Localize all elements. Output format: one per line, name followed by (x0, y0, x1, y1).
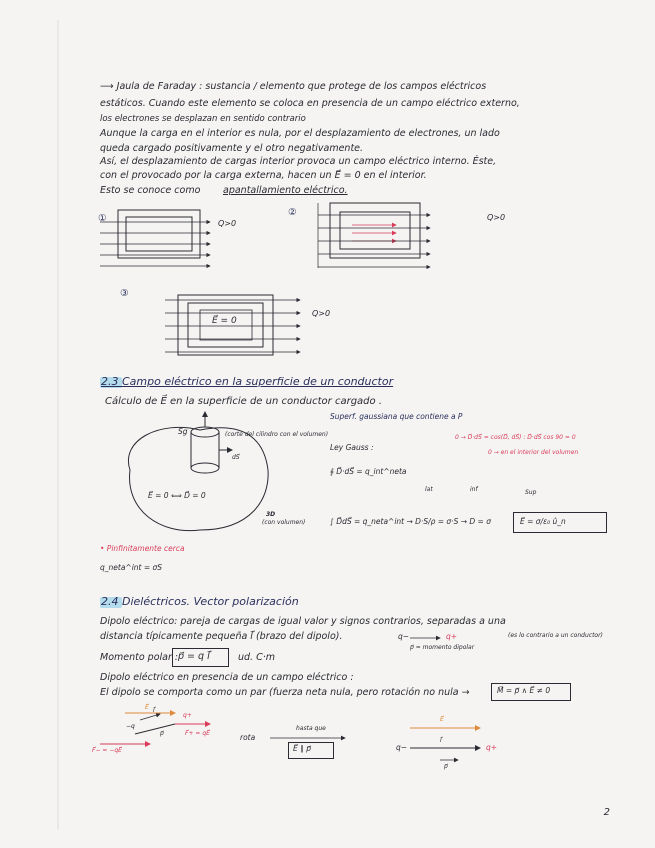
dipole-1-f-minus: F⃗− = −qE⃗ (92, 747, 122, 754)
dipole-diagram-2 (410, 728, 480, 760)
conductor-diagram (128, 412, 268, 531)
momento-polar-label: Momento polar : (100, 652, 179, 663)
faraday-line-3: los electrones se desplazan en sentido contrario (100, 114, 306, 124)
dipole-2-l-label: l⃗ (440, 737, 442, 744)
torque-formula: M⃗ = p⃗ ∧ E⃗ ≠ 0 (497, 686, 551, 695)
gauss-equation-second: ∫ D⃗dS⃗ = q_neta^int → D·S/ρ = σ·S → D = σ (330, 517, 491, 526)
page-number: 2 (603, 807, 610, 818)
inf-label: inf (470, 486, 478, 493)
parallel-condition: E⃗ ∥ p⃗ (293, 744, 312, 753)
gauss-equation-main: ∮ D⃗·dS⃗ = q_int^neta (330, 467, 407, 476)
dipole-diagram-1 (100, 713, 210, 744)
section-2-3-subtitle: Cálculo de E⃗ en la superficie de un conductor cargado . (105, 396, 382, 407)
hasta-que-label: hasta que (296, 725, 326, 732)
section-2-4-heading: 2.4 Dieléctricos. Vector polarización (101, 595, 299, 608)
momento-polar-formula: p⃗ = q l⃗ (178, 651, 210, 662)
diagram-3-charge: Q>0 (312, 309, 331, 318)
diagram-1-number: ① (98, 213, 107, 224)
faraday-line-7: con el provocado por la carga externa, hacen un E⃗ = 0 en el interior. (100, 170, 427, 181)
faraday-line-5: queda cargado positivamente y el otro negativamente. (100, 143, 364, 154)
dipole-q-minus: q− (398, 632, 410, 641)
dipole-1-p-label: p⃗ (160, 730, 164, 737)
apantallamiento-term: apantallamiento eléctrico. (223, 185, 348, 196)
diagram-2-number: ② (288, 207, 297, 218)
dipole-field-line-1: Dipolo eléctrico en presencia de un campo eléctrico : (100, 672, 354, 683)
ds-label: dS⃗ (232, 454, 240, 461)
threeD-label: 3D (266, 511, 276, 518)
faraday-line-1: ⟶ Jaula de Faraday : sustancia / elemento que protege de los campos eléctricos (100, 81, 487, 92)
sg-label: Sg (178, 427, 188, 436)
con-volumen-label: (con volumen) (262, 519, 306, 526)
dipole-1-l-label: l⃗ (153, 707, 155, 714)
dipole-q-plus: q+ (446, 632, 458, 641)
momento-units: ud. C·m (238, 652, 275, 663)
ley-gauss-label: Ley Gauss : (330, 443, 374, 452)
q-neta-equation: q_neta^int = σS (100, 563, 163, 572)
dipole-1-q-plus: q+ (183, 712, 192, 719)
section-2-3-heading: 2.3 Campo eléctrico en la superficie de un conductor (101, 375, 394, 388)
dipole-field-line-2: El dipolo se comporta como un par (fuerza neta nula, pero rotación no nula → (100, 687, 470, 698)
dipole-def-line-2: distancia típicamente pequeña l⃗ (brazo del dipolo). (100, 631, 343, 642)
dipole-1-e-label: E⃗ (145, 704, 149, 711)
diagram-2-charge: Q>0 (487, 213, 506, 222)
dipole-1-f-plus: F⃗+ = qE⃗ (185, 730, 210, 737)
corte-note: (corte del cilindro con el volumen) (225, 431, 329, 438)
momento-dipolar-note: p⃗ = momento dipolar (410, 644, 475, 651)
dipole-1-minus-q: −q (126, 723, 135, 730)
pinfinitamente-cerca: • Pinfinitamente cerca (100, 544, 185, 553)
contrast-note: (es lo contrario a un conductor) (508, 632, 603, 639)
condition-lateral: 0 → D⃗·dS⃗ = cos(D⃗, dS⃗) : D⃗·dS⃗ cos 90 = 0 (455, 434, 576, 441)
rota-label: rota (240, 733, 256, 742)
diagram-1 (100, 210, 210, 266)
result-formula: E⃗ = σ/ε₀ û_n (520, 517, 566, 526)
sup-label: Sup (525, 489, 537, 496)
dipole-def-line-1: Dipolo eléctrico: pareja de cargas de igual valor y signos contrarios, separadas a una (100, 616, 506, 627)
diagram-3-field-zero: E⃗ = 0 (212, 316, 237, 326)
dipole-2-p-label: p⃗ (444, 763, 448, 770)
dipole-2-q-plus: q+ (486, 743, 498, 752)
dipole-2-q-minus: q− (396, 743, 408, 752)
field-zero-equivalence: E⃗ = 0 ⟺ D⃗ = 0 (148, 491, 206, 500)
dipole-2-e-label: E⃗ (440, 716, 444, 723)
faraday-line-8: Esto se conoce como (100, 185, 201, 196)
gauss-surface-note: Superf. gaussiana que contiene a P (330, 412, 463, 421)
diagram-2 (318, 203, 430, 268)
condition-interior: 0 → en el interior del volumen (488, 449, 579, 456)
faraday-line-2: estáticos. Cuando este elemento se coloca en presencia de un campo eléctrico externo, (100, 98, 520, 109)
faraday-line-4: Aunque la carga en el interior es nula, por el desplazamiento de electrones, un lado (100, 128, 500, 139)
faraday-line-6: Así, el desplazamiento de cargas interior provoca un campo eléctrico interno. Éste, (100, 156, 497, 167)
diagram-1-charge: Q>0 (218, 219, 237, 228)
diagram-3-number: ③ (120, 288, 129, 299)
lat-label: lat (425, 486, 433, 493)
